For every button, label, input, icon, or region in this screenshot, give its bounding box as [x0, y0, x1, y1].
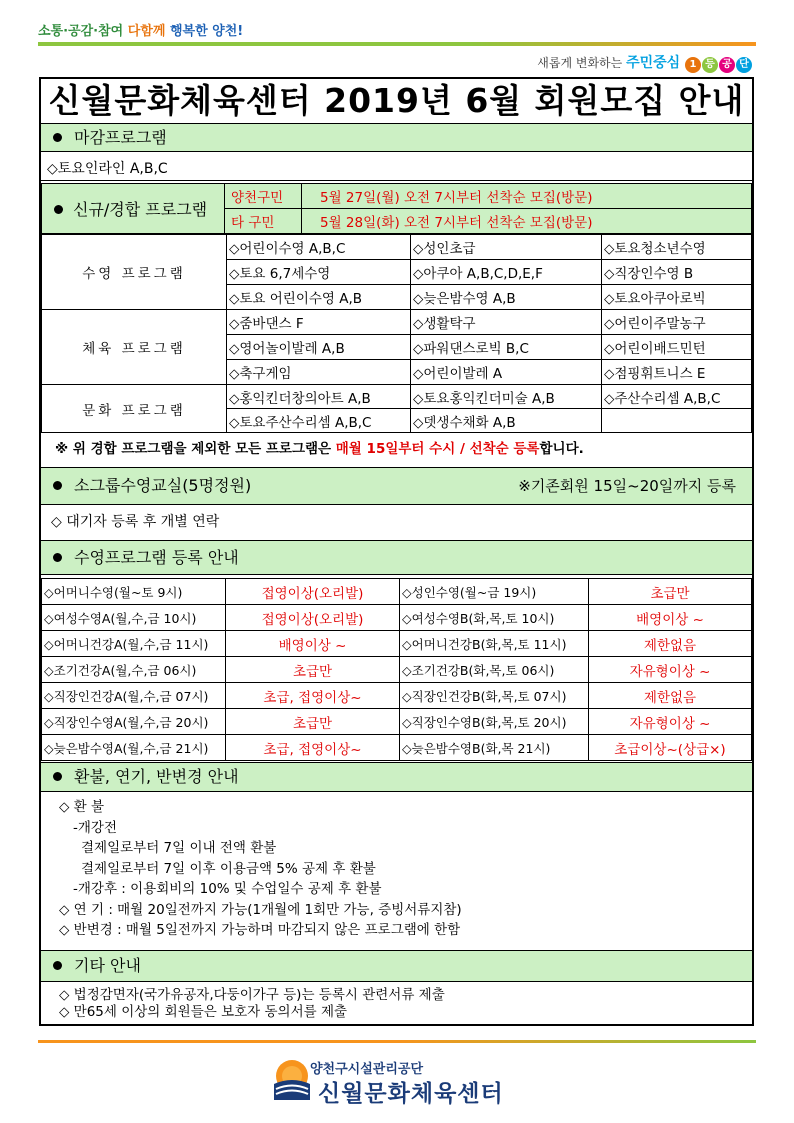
- resident-type: 양천구민: [225, 184, 302, 209]
- tagline-circle: 등: [702, 57, 718, 73]
- swim-class: ◇어머니건강A(월,수,금 11시): [42, 631, 226, 657]
- swim-class: ◇어머니수영(월~토 9시): [42, 579, 226, 605]
- header-divider: [38, 42, 756, 46]
- swim-class: ◇어머니건강B(화,목,토 11시): [400, 631, 589, 657]
- program-item: ◇어린이주말농구: [602, 310, 752, 335]
- swim-requirement: 초급만: [226, 657, 400, 683]
- swim-class: ◇여성수영B(화,목,토 10시): [400, 605, 589, 631]
- program-item: ◇늦은밤수영 A,B: [411, 285, 602, 310]
- swim-requirement: 배영이상 ~: [589, 605, 752, 631]
- swim-requirement: 초급, 접영이상~: [226, 683, 400, 709]
- notice-text: ※ 위 경합 프로그램을 제외한 모든 프로그램은: [55, 441, 336, 457]
- note-line: ◇ 반변경 : 매월 5일전까지 가능하며 마감되지 않은 프로그램에 한함: [59, 922, 461, 938]
- program-item: ◇토요청소년수영: [602, 235, 752, 260]
- registration-notice: [41, 436, 752, 462]
- swim-class: ◇직장인수영B(화,목,토 20시): [400, 709, 589, 735]
- program-item: ◇어린이발레 A: [411, 360, 602, 385]
- program-table: [41, 234, 752, 433]
- etc-heading: [41, 950, 752, 982]
- section-title: 수영프로그램 등록 안내: [74, 548, 239, 567]
- note-line: 결제일로부터 7일 이후 이용금액 5% 공제 후 환불: [81, 860, 376, 877]
- swim-requirement: 자유형이상 ~: [589, 657, 752, 683]
- bullet-icon: [53, 553, 62, 562]
- bullet-icon: [53, 961, 62, 970]
- swim-requirement: 초급만: [589, 579, 752, 605]
- program-item: ◇토요아쿠아로빅: [602, 285, 752, 310]
- slogan: [38, 20, 243, 39]
- program-item: ◇토요주산수리셈 A,B,C: [227, 409, 411, 433]
- swim-requirement: 배영이상 ~: [226, 631, 400, 657]
- swim-requirement: 초급만: [226, 709, 400, 735]
- new-program-heading: [42, 184, 225, 234]
- swim-reg-row: [42, 605, 752, 631]
- program-item: ◇홍익킨더창의아트 A,B: [227, 385, 411, 409]
- program-item: ◇토요홍익킨더미술 A,B: [411, 385, 602, 409]
- program-item: [602, 409, 752, 433]
- recruit-schedule: 5월 27일(월) 오전 7시부터 선착순 모집(방문): [302, 184, 752, 209]
- swim-class: ◇직장인건강B(화,목,토 07시): [400, 683, 589, 709]
- notice-text: 합니다.: [539, 441, 584, 457]
- program-item: ◇생활탁구: [411, 310, 602, 335]
- swim-class: ◇조기건강A(월,수,금 06시): [42, 657, 226, 683]
- swim-reg-row: [42, 657, 752, 683]
- small-group-note: ※기존회원 15일~20일까지 등록: [518, 477, 736, 495]
- bullet-icon: [53, 772, 62, 781]
- swim-requirement: 자유형이상 ~: [589, 709, 752, 735]
- section-title: 신규/경합 프로그램: [73, 200, 208, 219]
- swim-reg-row: [42, 735, 752, 761]
- category-culture: 문화 프로그램: [42, 385, 227, 433]
- refund-notes: [41, 797, 752, 947]
- program-item: ◇주산수리셈 A,B,C: [602, 385, 752, 409]
- etc-notes: [41, 987, 752, 1023]
- swim-requirement: 초급, 접영이상~: [226, 735, 400, 761]
- tagline: [537, 52, 752, 73]
- swim-requirement: 접영이상(오리발): [226, 579, 400, 605]
- program-item: ◇축구게임: [227, 360, 411, 385]
- tagline-circle: 단: [736, 57, 752, 73]
- program-item: ◇토요 6,7세수영: [227, 260, 411, 285]
- program-item: ◇파워댄스로빅 B,C: [411, 335, 602, 360]
- swim-reg-row: [42, 683, 752, 709]
- program-item: ◇점핑휘트니스 E: [602, 360, 752, 385]
- tagline-main: 주민중심: [626, 55, 681, 71]
- program-item: ◇줌바댄스 F: [227, 310, 411, 335]
- swim-class: ◇성인수영(월~금 19시): [400, 579, 589, 605]
- swim-requirement: 접영이상(오리발): [226, 605, 400, 631]
- swim-requirement: 제한없음: [589, 631, 752, 657]
- note-line: -개강후 : 이용회비의 10% 및 수업일수 공제 후 환불: [73, 881, 382, 897]
- bullet-icon: [54, 205, 63, 214]
- swim-registration-heading: [41, 540, 752, 575]
- section-title: 환불, 연기, 반변경 안내: [74, 767, 239, 786]
- swim-class: ◇늦은밤수영A(월,수,금 21시): [42, 735, 226, 761]
- swim-reg-row: [42, 579, 752, 605]
- swim-class: ◇조기건강B(화,목,토 06시): [400, 657, 589, 683]
- swim-requirement: 초급이상~(상급×): [589, 735, 752, 761]
- note-line: ◇ 연 기 : 매월 20일전까지 가능(1개월에 1회만 가능, 증빙서류지참): [59, 901, 462, 918]
- swim-class: ◇직장인건강A(월,수,금 07시): [42, 683, 226, 709]
- swim-reg-row: [42, 709, 752, 735]
- note-line: -개강전: [73, 819, 117, 836]
- section-title: 마감프로그램: [74, 128, 167, 147]
- swim-class: ◇여성수영A(월,수,금 10시): [42, 605, 226, 631]
- small-group-item: ◇ 대기자 등록 후 개별 연락: [51, 514, 220, 530]
- swim-class: ◇늦은밤수영B(화,목 21시): [400, 735, 589, 761]
- closed-program-item: ◇토요인라인 A,B,C: [41, 157, 752, 181]
- category-swim: 수영 프로그램: [42, 235, 227, 310]
- center-logo-icon: [272, 1058, 312, 1100]
- note-line: ◇ 만65세 이상의 회원들은 보호자 동의서를 제출: [59, 1004, 348, 1020]
- new-program-table: [41, 183, 752, 234]
- program-item: ◇어린이수영 A,B,C: [227, 235, 411, 260]
- program-item: ◇직장인수영 B: [602, 260, 752, 285]
- page-title: 신월문화체육센터 2019년 6월 회원모집 안내: [48, 81, 745, 120]
- swim-registration-table: [41, 578, 752, 761]
- section-title: 기타 안내: [74, 956, 141, 975]
- bullet-icon: [53, 133, 62, 142]
- swim-reg-row: [42, 631, 752, 657]
- footer-divider: [38, 1040, 756, 1043]
- section-title: 소그룹수영교실(5명정원): [74, 476, 252, 495]
- swim-class: ◇직장인수영A(월,수,금 20시): [42, 709, 226, 735]
- swim-requirement: 제한없음: [589, 683, 752, 709]
- program-item: ◇어린이배드민턴: [602, 335, 752, 360]
- program-item: ◇뎃생수채화 A,B: [411, 409, 602, 433]
- closed-programs-heading: [41, 123, 752, 152]
- slogan-brand: 다함께: [127, 24, 166, 39]
- note-line: 결제일로부터 7일 이내 전액 환불: [81, 840, 277, 856]
- program-item: ◇영어놀이발레 A,B: [227, 335, 411, 360]
- footer-center-name: 신월문화체육센터: [318, 1081, 504, 1107]
- tagline-circle: 공: [719, 57, 735, 73]
- bullet-icon: [53, 481, 62, 490]
- category-sports: 체육 프로그램: [42, 310, 227, 385]
- footer-org: 양천구시설관리공단: [310, 1062, 424, 1077]
- resident-type: 타 구민: [225, 209, 302, 234]
- notice-highlight: 매월 15일부터 수시 / 선착순 등록: [335, 441, 540, 457]
- slogan-text: 소통·공감·참여: [38, 24, 124, 39]
- note-line: ◇ 환 불: [59, 799, 105, 815]
- tagline-text: 새롭게 변화하는: [537, 56, 623, 70]
- program-item: ◇아쿠아 A,B,C,D,E,F: [411, 260, 602, 285]
- recruit-schedule: 5월 28일(화) 오전 7시부터 선착순 모집(방문): [302, 209, 752, 234]
- program-item: ◇토요 어린이수영 A,B: [227, 285, 411, 310]
- note-line: ◇ 법정감면자(국가유공자,다둥이가구 등)는 등록시 관련서류 제출: [59, 987, 445, 1003]
- tagline-circle: 1: [685, 57, 701, 73]
- program-item: ◇성인초급: [411, 235, 602, 260]
- slogan-brand-2: 행복한 양천!: [169, 24, 244, 39]
- refund-heading: [41, 762, 752, 792]
- small-group-heading: [41, 467, 752, 505]
